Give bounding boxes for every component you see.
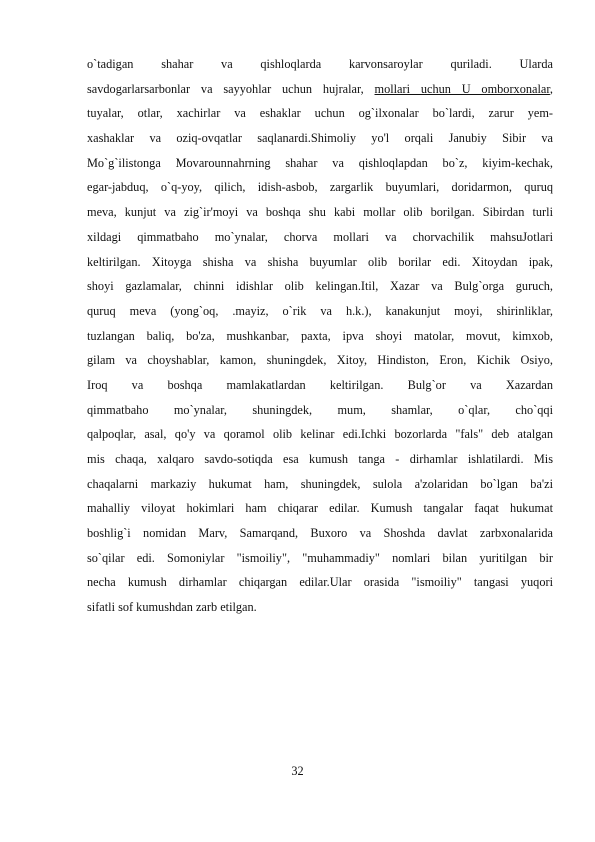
text-line: mahalliy viloyat hokimlari ham chiqarar edilar. Kumush tangalar faqat hukumat bbox=[87, 501, 553, 516]
text-line: quruq meva (yong`oq, .mayiz, o`rik va h.k.), kanakunjut moyi, shirinliklar, bbox=[87, 303, 553, 318]
text-line: keltirilgan. Xitoyga shisha va shisha buyumlar olib borilar edi. Xitoydan ipak, bbox=[87, 254, 553, 269]
text-span: savdogarlarsarbonlar va sayyohlar uchun hujralar, bbox=[87, 81, 375, 96]
body-paragraph bbox=[87, 52, 553, 620]
text-line: boshlig`i nomidan Marv, Samarqand, Buxoro va Shoshda davlat zarbxonalarida bbox=[87, 526, 553, 541]
text-line: tuyalar, otlar, xachirlar va eshaklar uchun og`ilxonalar bo`lardi, zarur yem- bbox=[87, 106, 553, 121]
text-line: xashaklar va oziq-ovqatlar saqlanardi.Shimoliy yo'l orqali Janubiy Sibir va bbox=[87, 131, 553, 146]
text-line: tuzlangan baliq, bo'za, mushkanbar, paxta, ipva shoyi matolar, movut, kimxob, bbox=[87, 328, 553, 343]
text-line: meva, kunjut va zig`ir'moyi va boshqa shu kabi mollar olib borilgan. Sibirdan turli bbox=[87, 205, 553, 220]
text-line: gilam va choyshablar, kamon, shuningdek, Xitoy, Hindiston, Eron, Kichik Osiyo, bbox=[87, 353, 553, 368]
text-line: sifatli sof kumushdan zarb etilgan. bbox=[87, 600, 257, 615]
text-line: chaqalarni markaziy hukumat ham, shuningdek, sulola a'zolaridan bo`lgan ba'zi bbox=[87, 476, 553, 491]
text-line: mis chaqa, xalqaro savdo-sotiqda esa kumush tanga - dirhamlar ishlatilardi. Mis bbox=[87, 452, 553, 466]
text-line: Iroq va boshqa mamlakatlardan keltirilgan. Bulg`or va Xazardan bbox=[87, 377, 553, 392]
text-line: shoyi gazlamalar, chinni idishlar olib kelingan.Itil, Xazar va Bulg`orga guruch, bbox=[87, 279, 553, 294]
text-line: egar-jabduq, o`q-yoy, qilich, idish-asbob, zargarlik buyumlari, doridarmon, quruq bbox=[87, 180, 553, 195]
text-line: xildagi qimmatbaho mo`ynalar, chorva mollari va chorvachilik mahsuJotlari bbox=[87, 229, 553, 244]
text-line: necha kumush dirhamlar chiqargan edilar.Ular orasida "ismoiliy" tangasi yuqori bbox=[87, 575, 553, 590]
text-line: o`tadigan shahar va qishloqlarda karvonsaroylar quriladi. Ularda bbox=[87, 57, 553, 71]
text-line: Mo`g`ilistonga Movarounnahrning shahar va qishloqlapdan bo`z, kiyim-kechak, bbox=[87, 155, 553, 170]
text-span: , bbox=[549, 81, 553, 96]
text-line bbox=[87, 77, 553, 102]
page-number: 32 bbox=[291, 764, 304, 778]
text-line: qalpoqlar, asal, qo'y va qoramol olib kelinar edi.Ichki bozorlarda "fals" deb atalgan bbox=[87, 427, 553, 442]
text-line: so`qilar edi. Somoniylar "ismoiliy", "muhammadiy" nomlari bilan yuritilgan bir bbox=[87, 550, 553, 565]
underlined-text: mollari uchun U omborxonalar bbox=[374, 81, 550, 96]
text-line: qimmatbaho mo`ynalar, shuningdek, mum, shamlar, o`qlar, cho`qqi bbox=[87, 402, 553, 417]
